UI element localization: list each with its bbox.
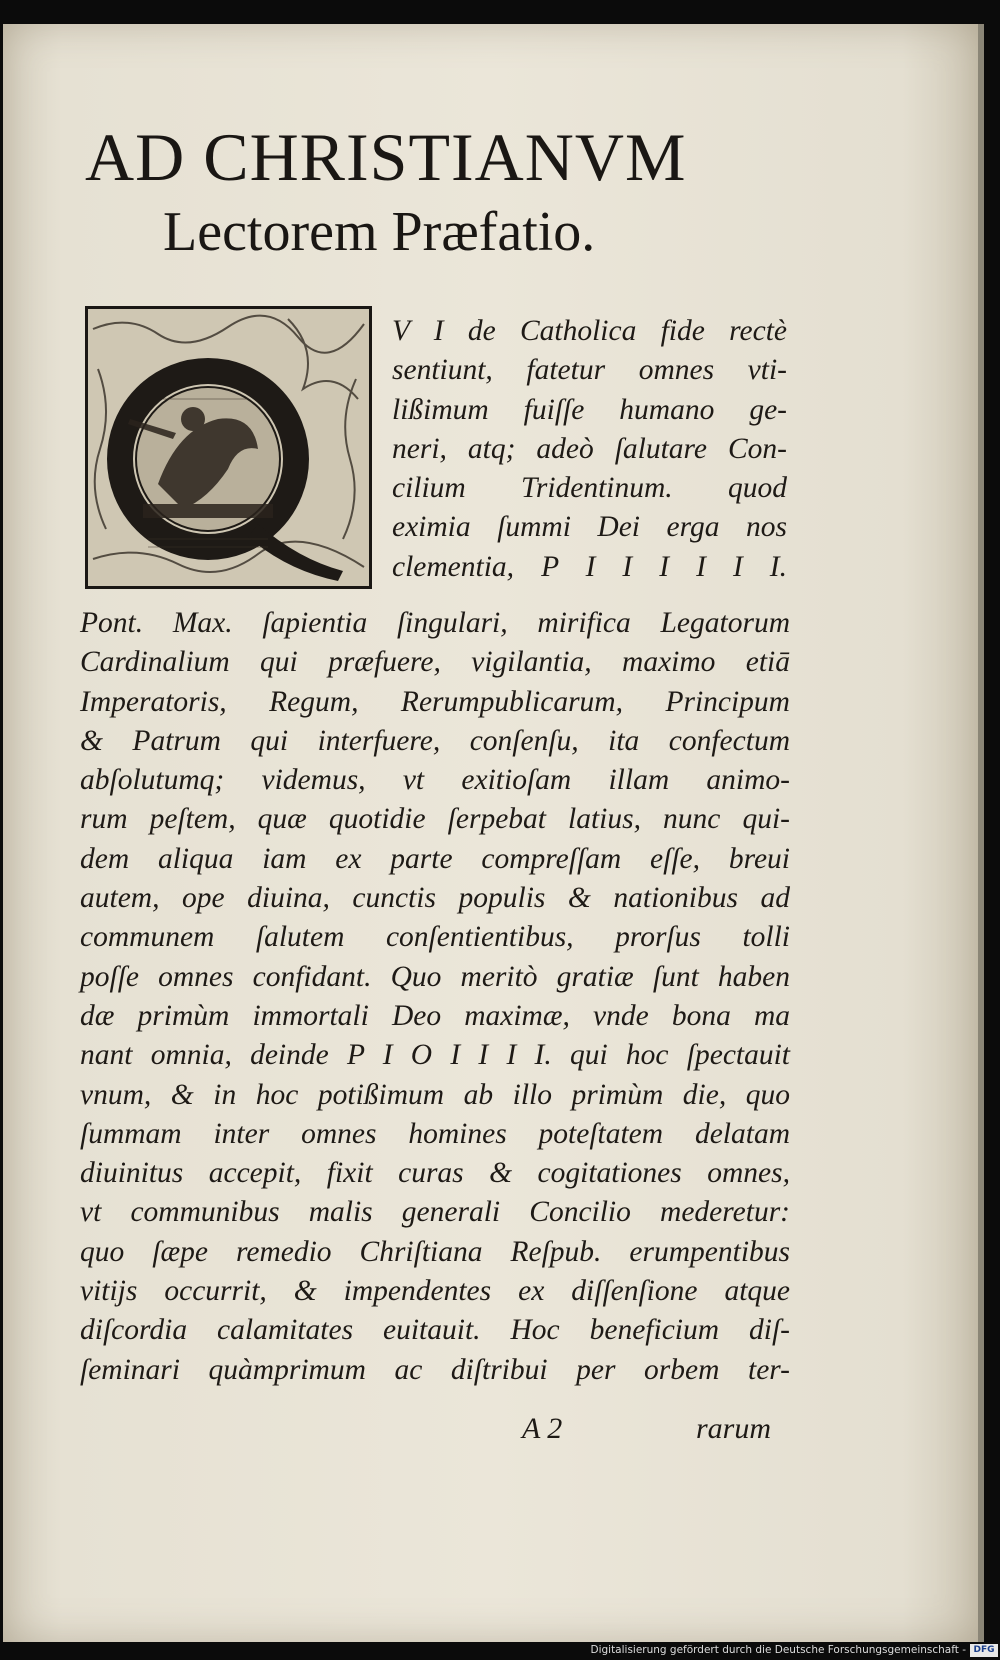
page-title-line-2: Lectorem Præfatio.	[163, 201, 596, 263]
catchword: rarum	[696, 1412, 772, 1445]
text-line: clementia, P I I I I I I.	[392, 550, 787, 583]
text-line: diuinitus accepit, fixit curas & cogitationes omnes,	[80, 1157, 790, 1190]
text-line: neri, atq; adeò ſalutare Con-	[392, 432, 787, 465]
decorated-initial	[85, 306, 372, 589]
text-line: cilium Tridentinum. quod	[392, 472, 787, 505]
dfg-logo-icon: DFG	[970, 1644, 998, 1657]
text-line: ſeminari quàmprimum ac diſtribui per orbem ter-	[80, 1353, 790, 1386]
text-line: dem aliqua iam ex parte compreſſam eſſe, breui	[80, 842, 790, 875]
text-line: abſolutumq; videmus, vt exitioſam illam animo-	[80, 764, 790, 797]
body-paragraph	[80, 604, 790, 1390]
text-line: & Patrum qui interfuere, conſenſu, ita confectum	[80, 724, 790, 757]
signature-mark: A 2	[522, 1412, 563, 1445]
text-line: autem, ope diuina, cunctis populis & nationibus ad	[80, 882, 790, 915]
text-line: eximia ſummi Dei erga nos	[392, 511, 787, 544]
text-line: vt communibus malis generali Concilio mederetur:	[80, 1196, 790, 1229]
text-line: sentiunt, fatetur omnes vti-	[392, 354, 787, 387]
text-line: diſcordia calamitates euitauit. Hoc beneficium diſ-	[80, 1314, 790, 1347]
text-line: ſummam inter omnes homines poteſtatem delatam	[80, 1117, 790, 1150]
text-line: rum peſtem, quæ quotidie ſerpebat latius, nunc qui-	[80, 803, 790, 836]
text-line: lißimum fuiſſe humano ge-	[392, 393, 787, 426]
text-line: dæ primùm immortali Deo maximæ, vnde bona ma	[80, 999, 790, 1032]
text-line: Cardinalium qui præfuere, vigilantia, maximo etiā	[80, 646, 790, 679]
page-title-line-1: AD CHRISTIANVM	[85, 119, 687, 195]
page-edge	[978, 24, 984, 1642]
text-line: vnum, & in hoc potißimum ab illo primùm die, quo	[80, 1078, 790, 1111]
text-line: V I de Catholica fide rectè	[392, 315, 787, 347]
text-line: Pont. Max. ſapientia ſingulari, mirifica Legatorum	[80, 607, 790, 639]
text-line: quo ſæpe remedio Chriſtiana Reſpub. erumpentibus	[80, 1235, 790, 1268]
text-beside-initial	[392, 312, 787, 587]
text-line: Imperatoris, Regum, Rerumpublicarum, Principum	[80, 685, 790, 718]
text-line: poſſe omnes confidant. Quo meritò gratiæ ſunt haben	[80, 960, 790, 993]
text-line: communem ſalutem conſentientibus, prorſus tolli	[80, 921, 790, 954]
woodcut-initial-icon	[88, 309, 369, 586]
footer-credit: Digitalisierung gefördert durch die Deutsche Forschungsgemeinschaft -	[590, 1644, 966, 1656]
text-line: nant omnia, deinde P I O I I I I. qui hoc ſpectauit	[80, 1039, 790, 1072]
text-line: vitijs occurrit, & impendentes ex diſſenſione atque	[80, 1275, 790, 1308]
